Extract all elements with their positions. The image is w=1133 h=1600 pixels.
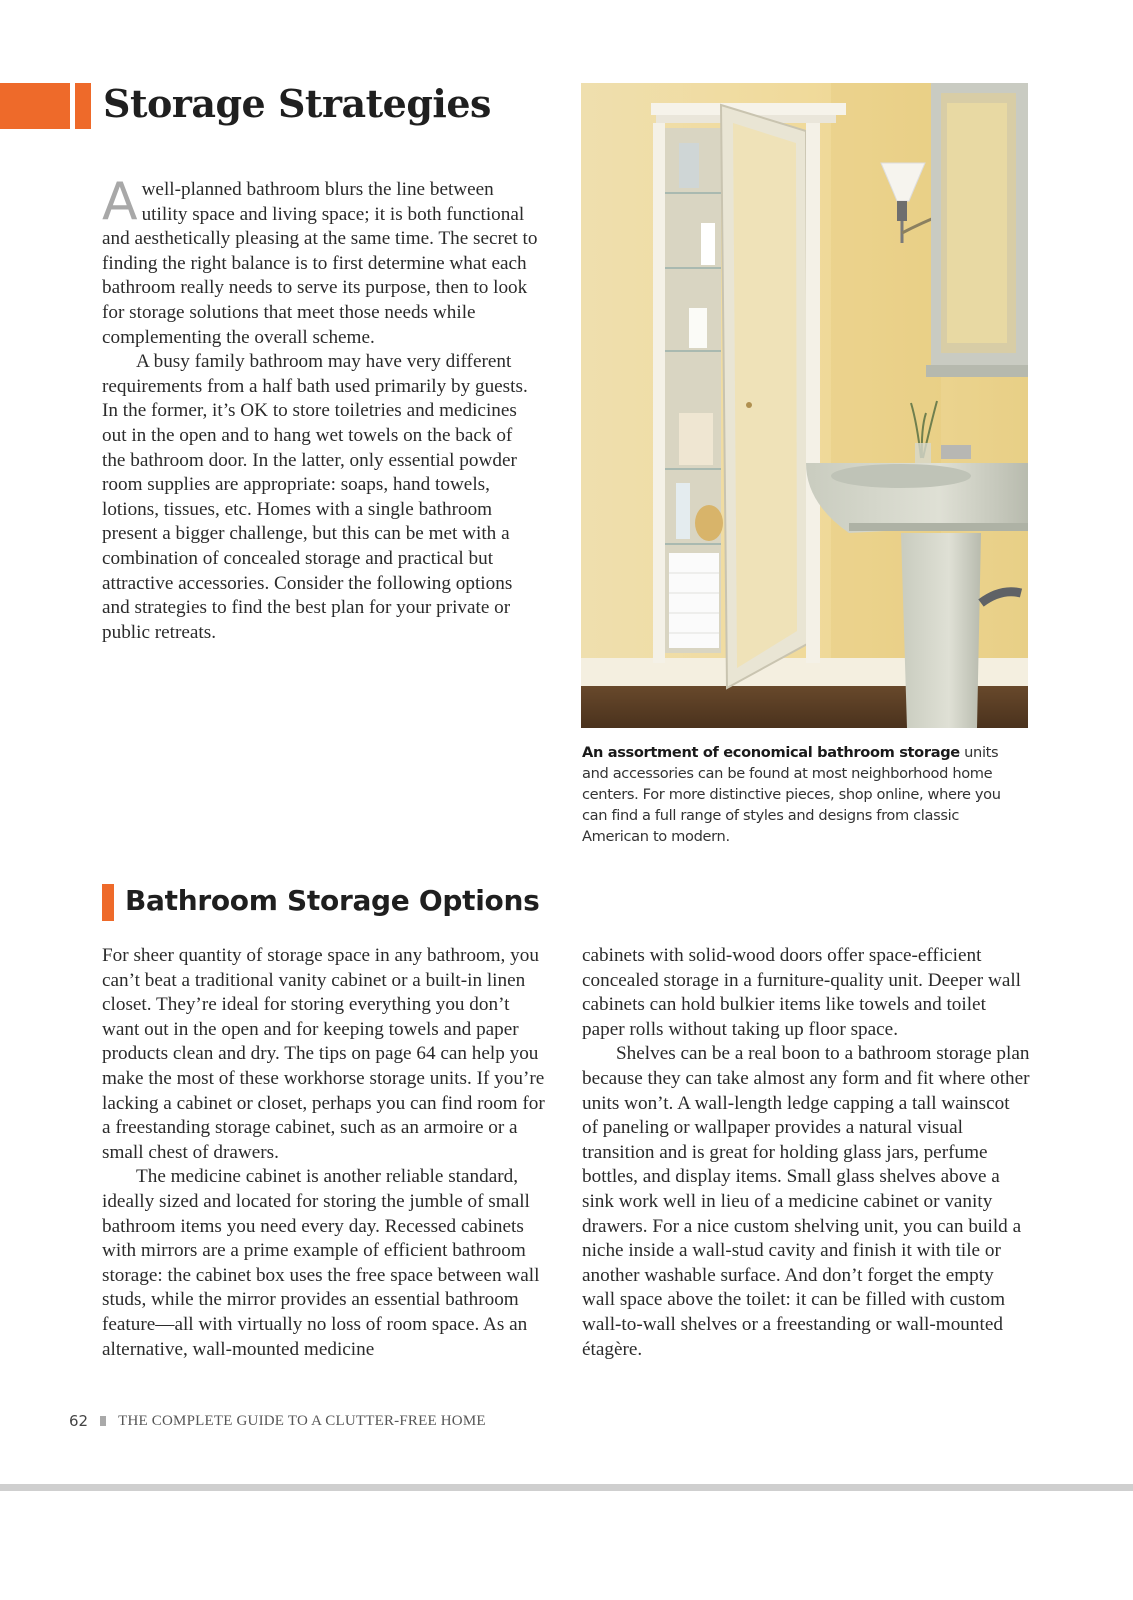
options-paragraph-1: For sheer quantity of storage space in any bathroom, you can’t beat a traditional vanity cabinet or a built-in linen closet. They’re ideal for storing everything you don’t want out in the open and for keeping towels and paper products clean and dry. The tips on page 64 can help you make the most of these workhorse storage units. If you’re lacking a cabinet or closet, perhaps you can find room for a freestanding storage cabinet, such as an armoire or a small chest of drawers.	[102, 945, 545, 1163]
intro-text	[102, 172, 538, 645]
caption-lead: An assortment of economical bathroom storage	[582, 744, 960, 761]
options-paragraph-2: The medicine cabinet is another reliable standard, ideally sized and located for storing the jumble of small bathroom items you need every day. Recessed cabinets with mirrors are a prime example of efficient bathroom storage: the cabinet box uses the free space between wall studs, while the mirror provides an essential bathroom feature—all with virtually no loss of room space. As an alternative, wall-mounted medicine	[102, 1166, 540, 1360]
intro-paragraph-2: A busy family bathroom may have very different requirements from a half bath used primarily by guests. In the former, it’s OK to store toiletries and medicines out in the open and to hang wet towels on the back of the bathroom door. In the latter, only essential powder room supplies are appropriate: soaps, hand towels, lotions, tissues, etc. Homes with a single bathroom present a bigger challenge, but this can be met with a combination of concealed storage and practical but attractive accessories. Consider the following options and strategies to find the best plan for your private or public retreats.	[102, 351, 528, 643]
section-title-storage-strategies: Storage Strategies	[103, 81, 491, 126]
section-title-bathroom-storage-options: Bathroom Storage Options	[125, 884, 540, 917]
body-column-right	[582, 944, 1030, 1362]
photo-caption	[582, 742, 1022, 847]
section-marker-tab	[0, 83, 70, 129]
running-title: THE COMPLETE GUIDE TO A CLUTTER-FREE HOME	[118, 1412, 486, 1429]
page-footer	[69, 1412, 486, 1430]
caption-text: units and accessories can be found at most neighborhood home centers. For more distinctive pieces, shop online, where you can find a full range of styles and designs from classic American to modern.	[582, 744, 1001, 845]
subsection-marker-bar	[102, 884, 114, 921]
page-number: 62	[69, 1412, 89, 1430]
bathroom-photo	[581, 83, 1028, 728]
bottom-rule-divider	[0, 1484, 1133, 1491]
footer-square-icon	[100, 1416, 106, 1426]
drop-cap: A	[102, 172, 138, 232]
options-paragraph-3: cabinets with solid-wood doors offer space-efficient concealed storage in a furniture-quality unit. Deeper wall cabinets can hold bulkier items like towels and toilet paper rolls without taking up floor space.	[582, 945, 1021, 1040]
bathroom-illustration	[581, 83, 1028, 728]
body-column-left	[102, 944, 550, 1362]
options-paragraph-4: Shelves can be a real boon to a bathroom storage plan because they can take almost any form and fit where other units won’t. A wall-length ledge capping a tall wainscot of paneling or wallpaper provides a natural visual transition and is great for holding glass jars, perfume bottles, and display items. Small glass shelves above a sink work well in lieu of a medicine cabinet or vanity drawers. For a nice custom shelving unit, you can build a niche inside a wall-stud cavity and finish it with tile or another washable surface. And don’t forget the empty wall space above the toilet: it can be filled with custom wall-to-wall shelves or a freestanding or wall-mounted étagère.	[582, 1043, 1030, 1360]
intro-paragraph-1: well-planned bathroom blurs the line between utility space and living space; it is both functional and aesthetically pleasing at the same time. The secret to finding the right balance is to first determine what each bathroom really needs to serve its purpose, then to look for storage solutions that meet those needs while complementing the overall scheme.	[102, 179, 538, 348]
section-marker-bar	[75, 83, 91, 129]
